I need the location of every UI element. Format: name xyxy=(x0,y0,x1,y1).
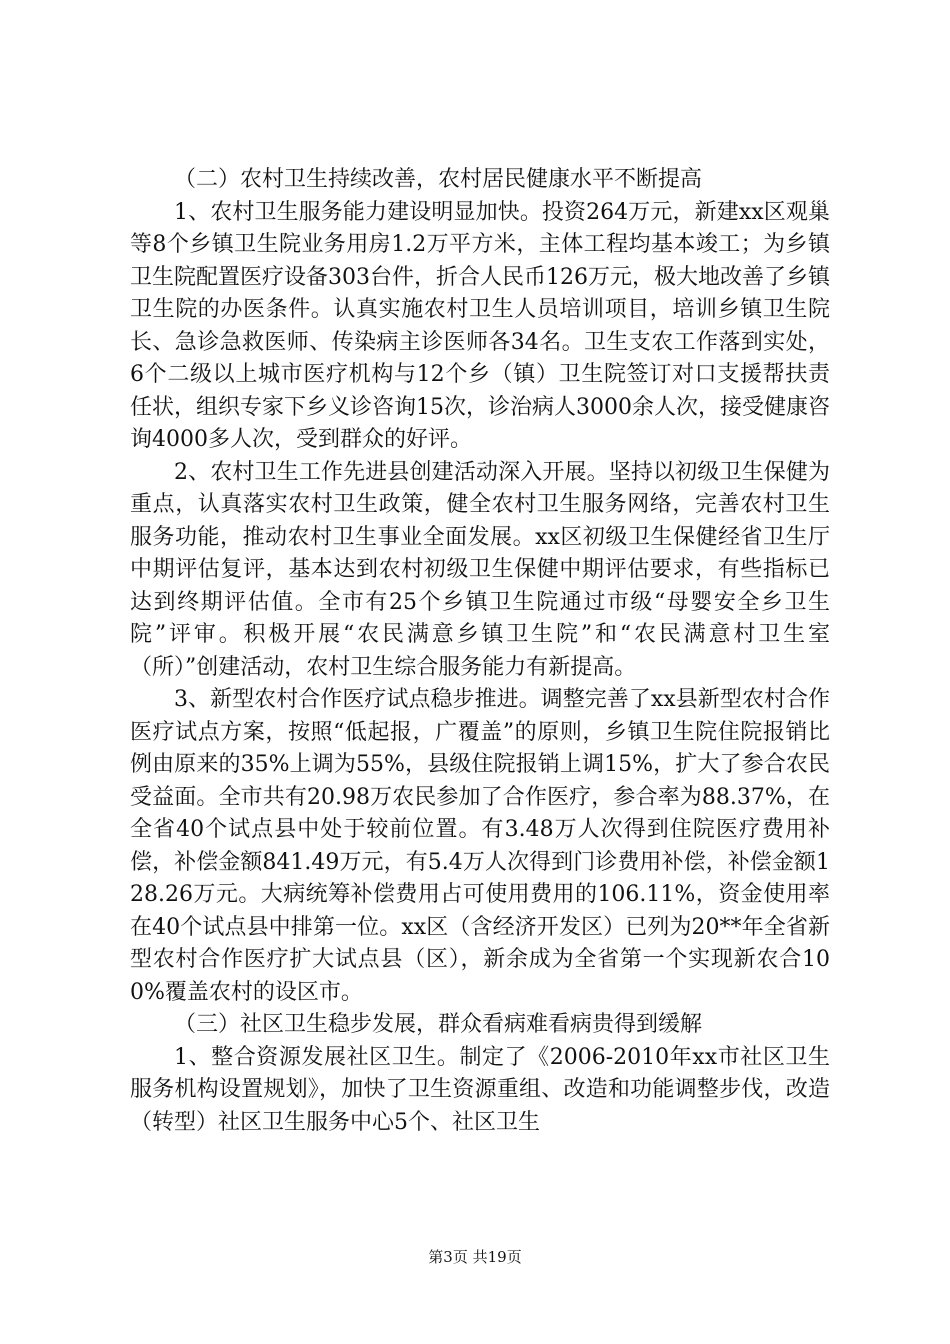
paragraph-community-resources: 1、整合资源发展社区卫生。制定了《2006-2010年xx市社区卫生服务机构设置规划》，加快了卫生资源重组、改造和功能调整步伐，改造（转型）社区卫生服务中心5个、社区卫生 xyxy=(130,1044,830,1135)
section-heading-community-health: （三）社区卫生稳步发展，群众看病难看病贵得到缓解 xyxy=(174,1012,703,1037)
section-heading-rural-health: （二）农村卫生持续改善，农村居民健康水平不断提高 xyxy=(174,167,703,192)
paragraph-cooperative-medical-pilot: 3、新型农村合作医疗试点稳步推进。调整完善了xx县新型农村合作医疗试点方案，按照“低起报，广覆盖”的原则，乡镇卫生院住院报销比例由原来的35%上调为55%，县级住院报销上调15%，扩大了参合农民受益面。全市共有20.98万农民参加了合作医疗，参合率为88.37%，在全省40个试点县中处于较前位置。有3.48万人次得到住院医疗费用补偿，补偿金额841.49万元，有5.4万人次得到门诊费用补偿，补偿金额128.26万元。大病统筹补偿费用占可使用费用的106.11%，资金使用率在40个试点县中排第一位。xx区（含经济开发区）已列为20**年全省新型农村合作医疗扩大试点县（区），新余成为全省第一个实现新农合100%覆盖农村的设区市。 xyxy=(130,687,830,1005)
paragraph-rural-service-capacity: 1、农村卫生服务能力建设明显加快。投资264万元，新建xx区观巢等8个乡镇卫生院业务用房1.2万平方米，主体工程均基本竣工；为乡镇卫生院配置医疗设备303台件，折合人民币126万元，极大地改善了乡镇卫生院的办医条件。认真实施农村卫生人员培训项目，培训乡镇卫生院长、急诊急救医师、传染病主诊医师各34名。卫生支农工作落到实处，6个二级以上城市医疗机构与12个乡（镇）卫生院签订对口支援帮扶责任状，组织专家下乡义诊咨询15次，诊治病人3000余人次，接受健康咨询4000多人次，受到群众的好评。 xyxy=(130,199,830,452)
document-body xyxy=(130,164,830,1139)
paragraph-advanced-county-campaign: 2、农村卫生工作先进县创建活动深入开展。坚持以初级卫生保健为重点，认真落实农村卫生政策，健全农村卫生服务网络，完善农村卫生服务功能，推动农村卫生事业全面发展。xx区初级卫生保健经省卫生厅中期评估复评，基本达到农村初级卫生保健中期评估要求，有些指标已达到终期评估值。全市有25个乡镇卫生院通过市级“母婴安全乡卫生院”评审。积极开展“农民满意乡镇卫生院”和“农民满意村卫生室（所）”创建活动，农村卫生综合服务能力有新提高。 xyxy=(130,459,830,680)
page-number-footer: 第3页 共19页 xyxy=(428,1248,522,1266)
